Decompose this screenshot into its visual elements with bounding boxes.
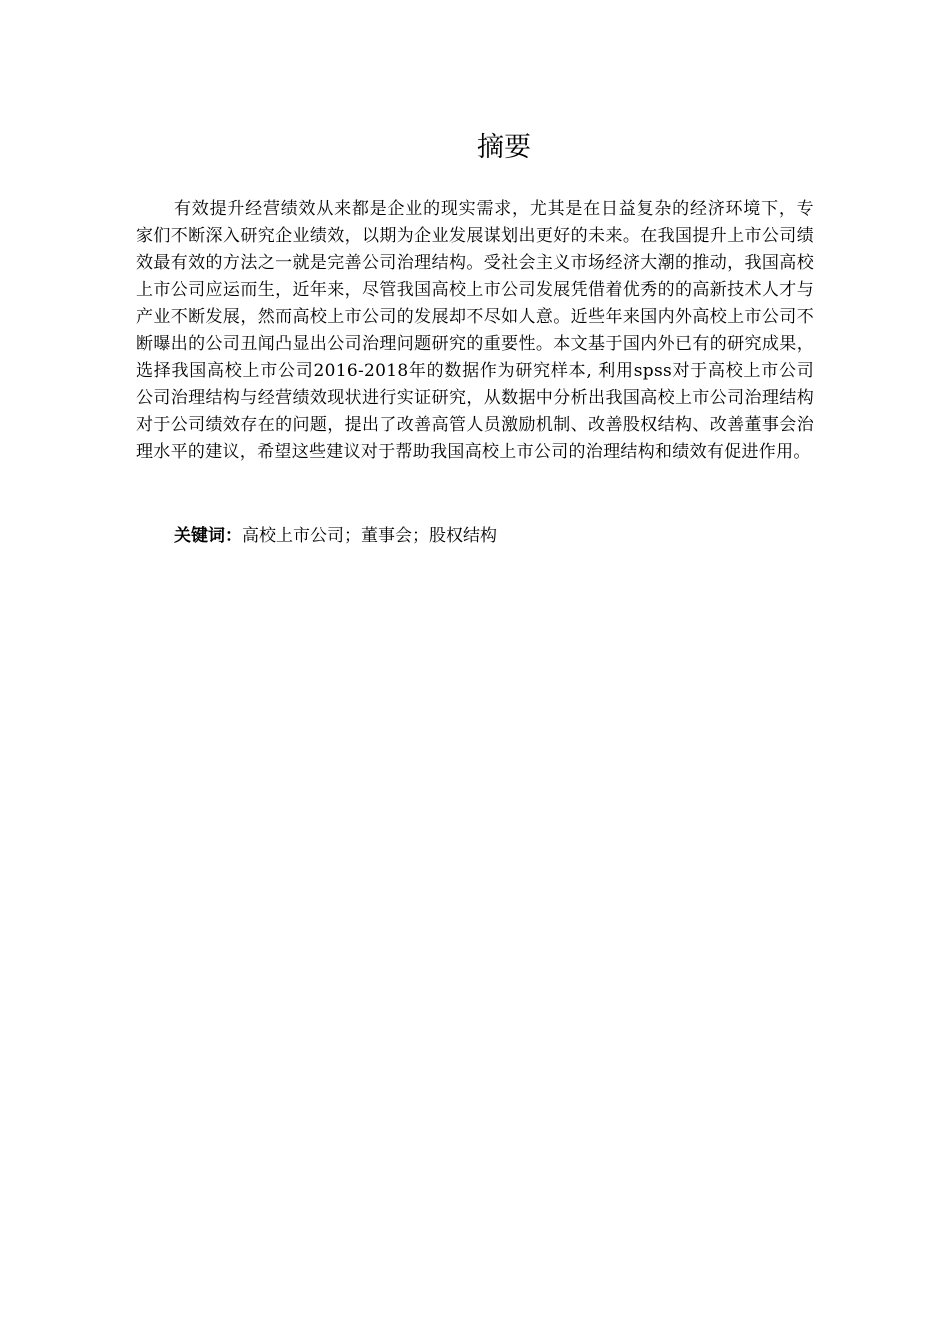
keywords-line: [174, 522, 814, 550]
abstract-title: 摘要: [477, 132, 531, 163]
keywords-label: 关键词：: [174, 526, 242, 546]
abstract-body: 有效提升经营绩效从来都是企业的现实需求，尤其是在日益复杂的经济环境下，专家们不断深入研究企业绩效，以期为企业发展谋划出更好的未来。在我国提升上市公司绩效最有效的方法之一就是完善公司治理结构。受社会主义市场经济大潮的推动，我国高校上市公司应运而生，近年来，尽管我国高校上市公司发展凭借着优秀的的高新技术人才与产业不断发展，然而高校上市公司的发展却不尽如人意。近些年来国内外高校上市公司不断曝出的公司丑闻凸显出公司治理问题研究的重要性。本文基于国内外已有的研究成果，选择我国高校上市公司2016-2018年的数据作为研究样本, 利用spss对于高校上市公司公司治理结构与经营绩效现状进行实证研究，从数据中分析出我国高校上市公司治理结构对于公司绩效存在的问题，提出了改善高管人员激励机制、改善股权结构、改善董事会治理水平的建议，希望这些建议对于帮助我国高校上市公司的治理结构和绩效有促进作用。: [136, 199, 814, 462]
keywords-text: 高校上市公司；董事会；股权结构: [242, 526, 497, 546]
